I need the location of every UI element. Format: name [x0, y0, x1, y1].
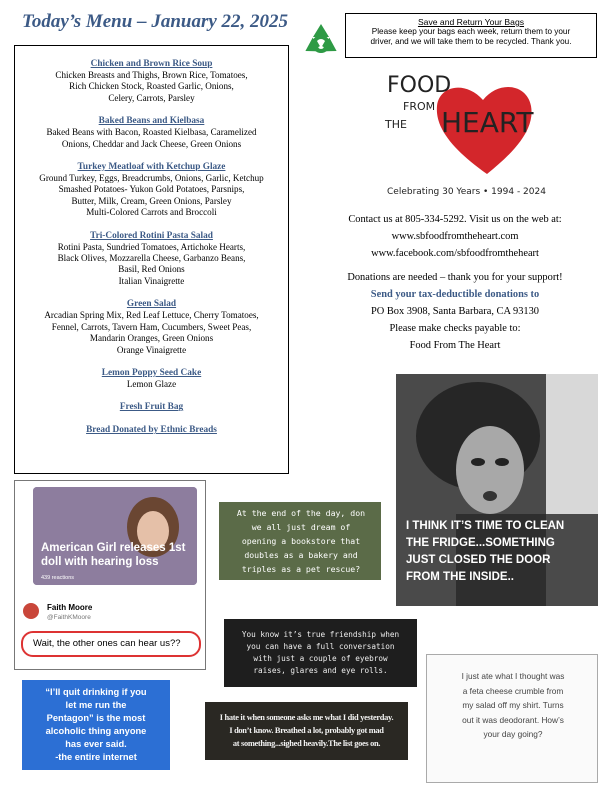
caption-line: your day going?: [483, 729, 543, 739]
dish: [15, 115, 288, 150]
meme-yesterday: [205, 702, 408, 760]
caption-line: You know it’s true friendship when: [241, 630, 400, 639]
meme-pentagon: [22, 680, 170, 770]
logo-tagline: Celebrating 30 Years • 1994 - 2024: [387, 187, 546, 197]
caption-line: I just ate what I thought was: [461, 671, 565, 681]
caption-line: JUST CLOSED THE DOOR: [406, 554, 551, 566]
dish-name: Chicken and Brown Rice Soup: [90, 59, 213, 69]
dish: [15, 367, 288, 390]
caption-line: doubles as a bakery and: [244, 550, 358, 560]
dish-name: Lemon Poppy Seed Cake: [101, 367, 202, 378]
menu-box: [14, 45, 289, 474]
dish-ingredients: Orange Vinaigrette: [116, 344, 187, 355]
dish: [15, 161, 288, 219]
food-from-the-heart-logo: [375, 62, 580, 212]
contact-line: Contact us at 805-334-5292. Visit us on the web at:: [348, 214, 562, 225]
meme-friendship: [224, 619, 417, 687]
headline-line: American Girl releases 1st: [41, 542, 186, 554]
contact-block: [312, 212, 598, 354]
dish-ingredients: Chicken Breasts and Thighs, Brown Rice, Tomatoes,: [55, 70, 248, 80]
dish-ingredients: Arcadian Spring Mix, Red Leaf Lettuce, Cherry Tomatoes,: [44, 310, 259, 321]
doll-illustration: [33, 487, 197, 585]
doll-photo: [33, 487, 197, 585]
mailing-address: PO Box 3908, Santa Barbara, CA 93130: [371, 305, 539, 317]
logo-the: THE: [385, 118, 407, 131]
dish-ingredients: Baked Beans with Bacon, Roasted Kielbasa, Caramelized: [46, 127, 257, 138]
dish: [15, 58, 288, 104]
user-handle: @FaithKMoore: [47, 614, 91, 621]
logo-heart: HEART: [441, 106, 534, 139]
page-title: Today’s Menu – January 22, 2025: [22, 11, 289, 32]
caption-line: at something...sighed heavily.The list goes on.: [232, 739, 381, 748]
caption-line: raises, glares and eye rolls.: [253, 666, 388, 675]
payee: Food From The Heart: [409, 339, 501, 351]
meme-bookstore: [219, 502, 381, 580]
meme-fridge: [396, 374, 598, 606]
bags-line: Please keep your bags each week, return them to your: [371, 27, 571, 36]
caption-line: Pentagon” is the most: [46, 713, 146, 723]
headline-line: doll with hearing loss: [41, 556, 159, 568]
caption-line: THE FRIDGE...SOMETHING: [406, 537, 555, 549]
facebook-link[interactable]: www.facebook.com/sbfoodfromtheheart: [371, 247, 539, 259]
caption-line: triples as a pet rescue?: [241, 564, 361, 574]
dish-ingredients: Celery, Carrots, Parsley: [108, 92, 195, 103]
dish-ingredients: Onions, Cheddar and Jack Cheese, Green Onions: [61, 138, 242, 149]
dish-ingredients: Italian Vinaigrette: [118, 275, 185, 286]
caption-line: “I’ll quit drinking if you: [45, 687, 147, 697]
reply-text: Wait, the other ones can hear us??: [33, 638, 181, 649]
dish-ingredients: Butter, Milk, Cream, Green Onions, Parsley: [71, 195, 232, 206]
caption-line: I don’t know. Breathed a lot, probably got mad: [229, 726, 384, 735]
dish-ingredients: Black Olives, Mozzarella Cheese, Garbanzo Beans,: [57, 253, 246, 264]
caption-line: let me run the: [65, 700, 127, 710]
logo-from: FROM: [403, 100, 436, 113]
dish-ingredients: Smashed Potatoes- Yukon Gold Potatoes, Parsnips,: [58, 184, 245, 195]
caption-line: out it was deodorant. How’s: [462, 714, 564, 725]
logo-food: FOOD: [387, 73, 452, 98]
dish-name: Green Salad: [126, 299, 177, 310]
dish-ingredients: Rich Chicken Stock, Roasted Garlic, Onions,: [69, 81, 234, 92]
caption-line: I hate it when someone asks me what I did yesterday.: [219, 713, 394, 722]
caption-line: has ever said.: [65, 739, 127, 749]
caption-line: you can have a full conversation: [246, 642, 395, 651]
caption-line: with just a couple of eyebrow: [253, 654, 388, 663]
website-link[interactable]: www.sbfoodfromtheheart.com: [391, 230, 519, 242]
dish-ingredients: Ground Turkey, Eggs, Breadcrumbs, Onions, Garlic, Ketchup: [39, 173, 264, 184]
caption-line: -the entire internet: [55, 752, 137, 762]
dish-ingredients: Lemon Glaze: [126, 378, 177, 389]
dish-name: Bread Donated by Ethnic Breads: [86, 425, 217, 436]
send-donations-heading: Send your tax-deductible donations to: [370, 289, 540, 301]
dish: [15, 401, 288, 413]
caption-line: we all just dream of: [251, 522, 351, 532]
caption-line: alcoholic thing anyone: [45, 726, 147, 736]
dish-name: Tri-Colored Rotini Pasta Salad: [90, 230, 213, 241]
dish: [15, 424, 288, 436]
bags-heading: Save and Return Your Bags: [417, 17, 525, 27]
dish-ingredients: Mandarin Oranges, Green Onions: [89, 333, 214, 344]
caption-line: I THINK IT’S TIME TO CLEAN: [406, 520, 565, 532]
avatar: [23, 603, 39, 619]
checks-line: Please make checks payable to:: [389, 322, 521, 334]
dish-name: Turkey Meatloaf with Ketchup Glaze: [77, 162, 226, 173]
caption-line: my salad off my shirt. Turns: [462, 700, 564, 710]
dish-name: Fresh Fruit Bag: [119, 402, 184, 413]
caption-line: FROM THE INSIDE..: [406, 571, 514, 583]
user-name: Faith Moore: [47, 603, 93, 612]
recycle-icon: [299, 20, 343, 64]
dish-ingredients: Rotini Pasta, Sundried Tomatoes, Artichoke Hearts,: [57, 241, 246, 252]
dish-name: Baked Beans and Kielbasa: [98, 116, 205, 127]
caption-line: At the end of the day, don: [236, 508, 366, 518]
dish-ingredients: Multi-Colored Carrots and Broccoli: [86, 207, 217, 218]
bags-notice: [345, 13, 597, 58]
dish: [15, 298, 288, 356]
reactions-count: 439 reactions: [41, 575, 75, 581]
dish-ingredients: Fennel, Carrots, Tavern Ham, Cucumbers, Sweet Peas,: [51, 321, 252, 332]
donations-line: Donations are needed – thank you for your support!: [347, 272, 563, 284]
dish-ingredients: Basil, Red Onions: [118, 264, 185, 275]
caption-line: opening a bookstore that: [241, 536, 361, 546]
meme-feta: [426, 654, 598, 783]
meme-american-girl: [14, 480, 206, 670]
bags-line: driver, and we will take them to be recycled. Thank you.: [370, 37, 572, 46]
dish: [15, 230, 288, 288]
fridge-caption: [406, 518, 596, 586]
caption-line: a feta cheese crumble from: [462, 685, 564, 696]
